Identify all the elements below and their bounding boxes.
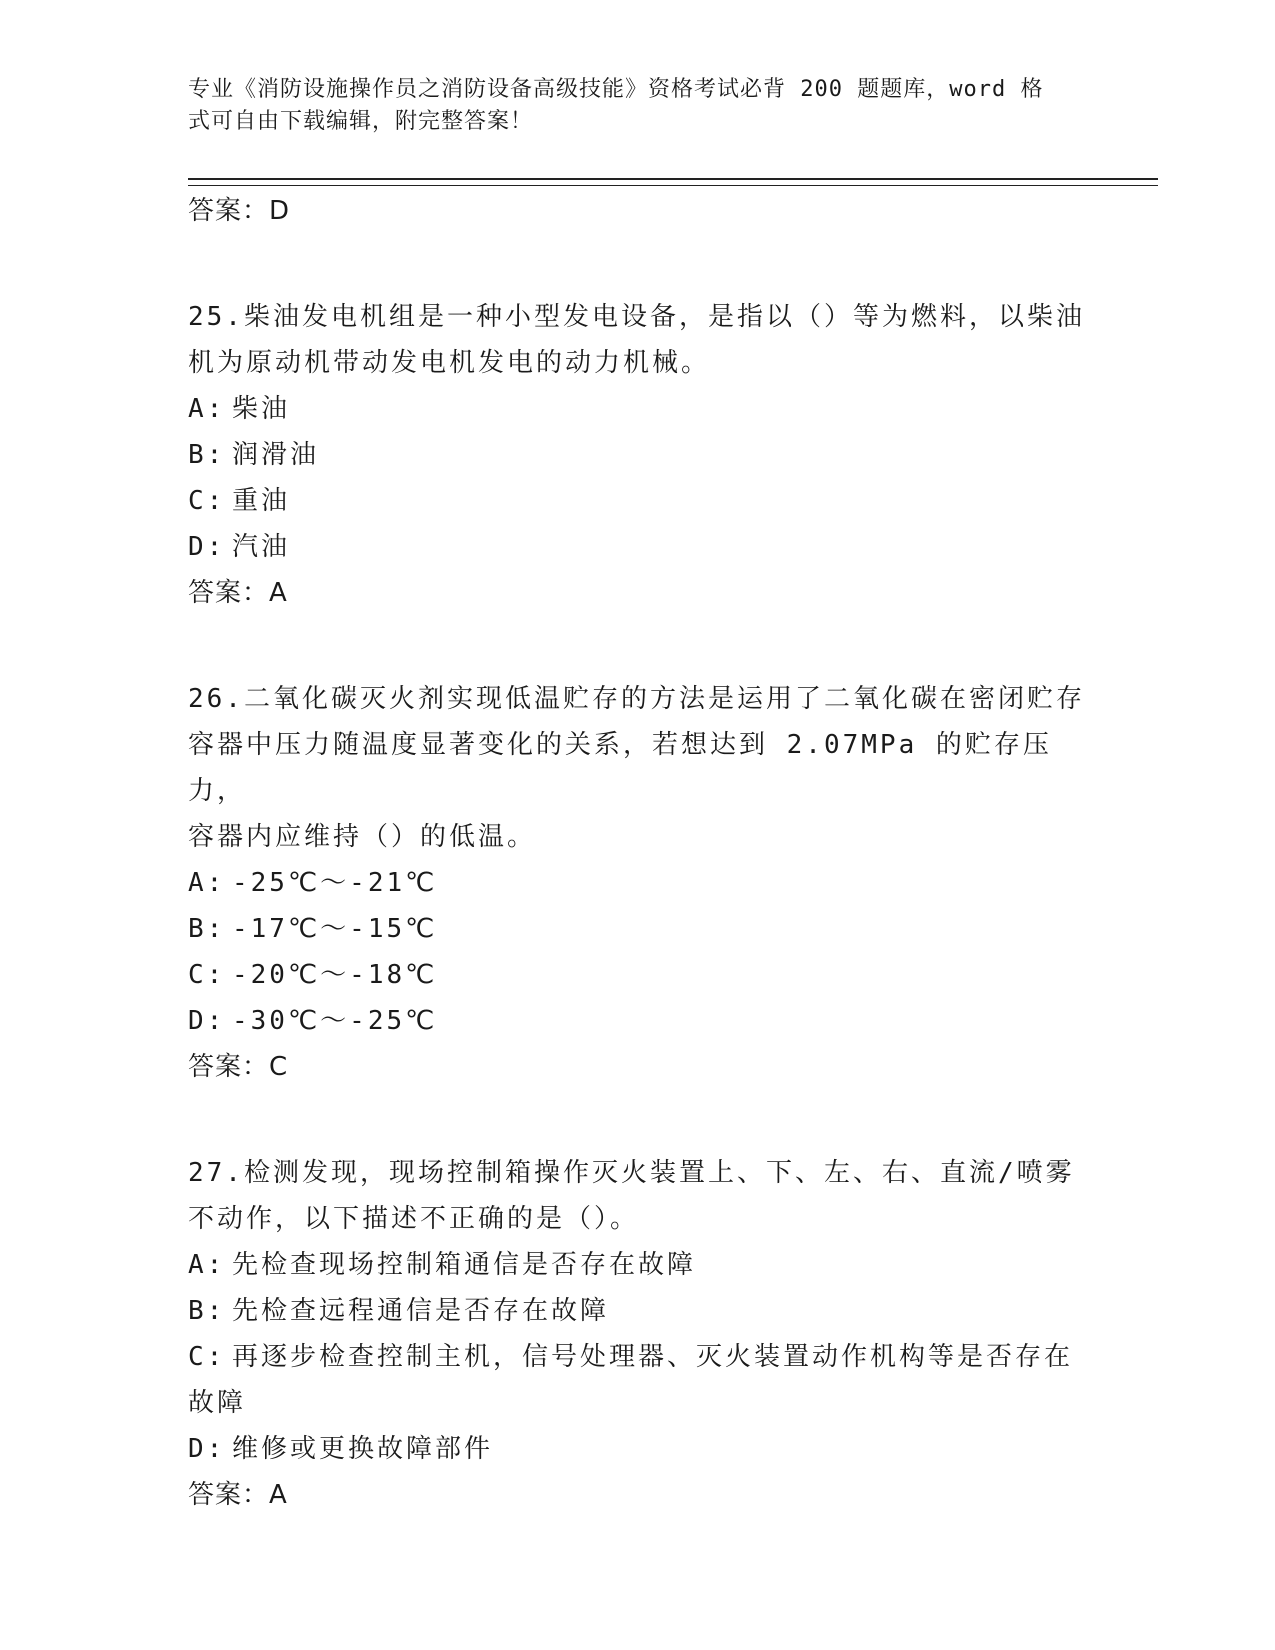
option-d: [188, 998, 1088, 1044]
option-text: -30℃～-25℃: [232, 1006, 438, 1036]
question-stem-line: 26.二氧化碳灭火剂实现低温贮存的方法是运用了二氧化碳在密闭贮存: [188, 684, 1085, 714]
option-label: C:: [188, 960, 226, 990]
option-label: B:: [188, 914, 226, 944]
option-b: [188, 432, 1088, 478]
option-label: D:: [188, 1006, 226, 1036]
option-text: 汽油: [232, 532, 291, 562]
option-d: [188, 1426, 1088, 1472]
option-text: 再逐步检查控制主机，信号处理器、灭火装置动作机构等是否存在: [232, 1342, 1074, 1372]
option-b: [188, 906, 1088, 952]
option-b: [188, 1288, 1088, 1334]
question-stem-line: 容器内应维持（）的低温。: [188, 822, 537, 852]
option-a: [188, 386, 1088, 432]
option-label: B:: [188, 440, 226, 470]
option-a: [188, 1242, 1088, 1288]
question-stem-line: 容器中压力随温度显著变化的关系，若想达到 2.07MPa 的贮存压力，: [188, 730, 1052, 806]
option-c: [188, 952, 1088, 998]
option-text: 先检查远程通信是否存在故障: [232, 1296, 610, 1326]
option-label: A:: [188, 868, 226, 898]
question-answer: 答案：C: [188, 1052, 289, 1082]
option-label: D:: [188, 532, 226, 562]
option-text: 润滑油: [232, 440, 320, 470]
header-line-1: 专业《消防设施操作员之消防设备高级技能》资格考试必背 200 题题库，word 格: [188, 77, 1044, 102]
option-c: [188, 1334, 1088, 1380]
previous-answer: 答案：D: [188, 196, 291, 226]
question-stem-line: 不动作，以下描述不正确的是（）。: [188, 1204, 640, 1234]
page-header: [188, 74, 1068, 138]
option-text: 维修或更换故障部件: [232, 1434, 494, 1464]
option-label: A:: [188, 394, 226, 424]
option-label: A:: [188, 1250, 226, 1280]
option-a: [188, 860, 1088, 906]
question-stem-line: 机为原动机带动发电机发电的动力机械。: [188, 348, 711, 378]
option-text: -20℃～-18℃: [232, 960, 438, 990]
header-line-2: 式可自由下载编辑，附完整答案！: [188, 109, 534, 134]
option-text: -25℃～-21℃: [232, 868, 438, 898]
document-body: [188, 188, 1088, 1518]
option-c: [188, 478, 1088, 524]
option-d: [188, 524, 1088, 570]
option-text: 先检查现场控制箱通信是否存在故障: [232, 1250, 697, 1280]
question-stem-line: 25.柴油发电机组是一种小型发电设备，是指以（）等为燃料，以柴油: [188, 302, 1085, 332]
option-text: 重油: [232, 486, 291, 516]
option-label: C:: [188, 486, 226, 516]
question-block: [188, 294, 1088, 616]
question-answer: 答案：A: [188, 578, 288, 608]
option-text: 柴油: [232, 394, 291, 424]
option-text: -17℃～-15℃: [232, 914, 438, 944]
header-divider: [188, 178, 1158, 186]
question-stem-line: 27.检测发现，现场控制箱操作灭火装置上、下、左、右、直流/喷雾: [188, 1158, 1075, 1188]
option-label: D:: [188, 1434, 226, 1464]
question-block: [188, 1150, 1088, 1518]
option-c-continuation: 故障: [188, 1388, 247, 1418]
question-block: [188, 676, 1088, 1090]
option-label: B:: [188, 1296, 226, 1326]
question-answer: 答案：A: [188, 1480, 288, 1510]
option-label: C:: [188, 1342, 226, 1372]
